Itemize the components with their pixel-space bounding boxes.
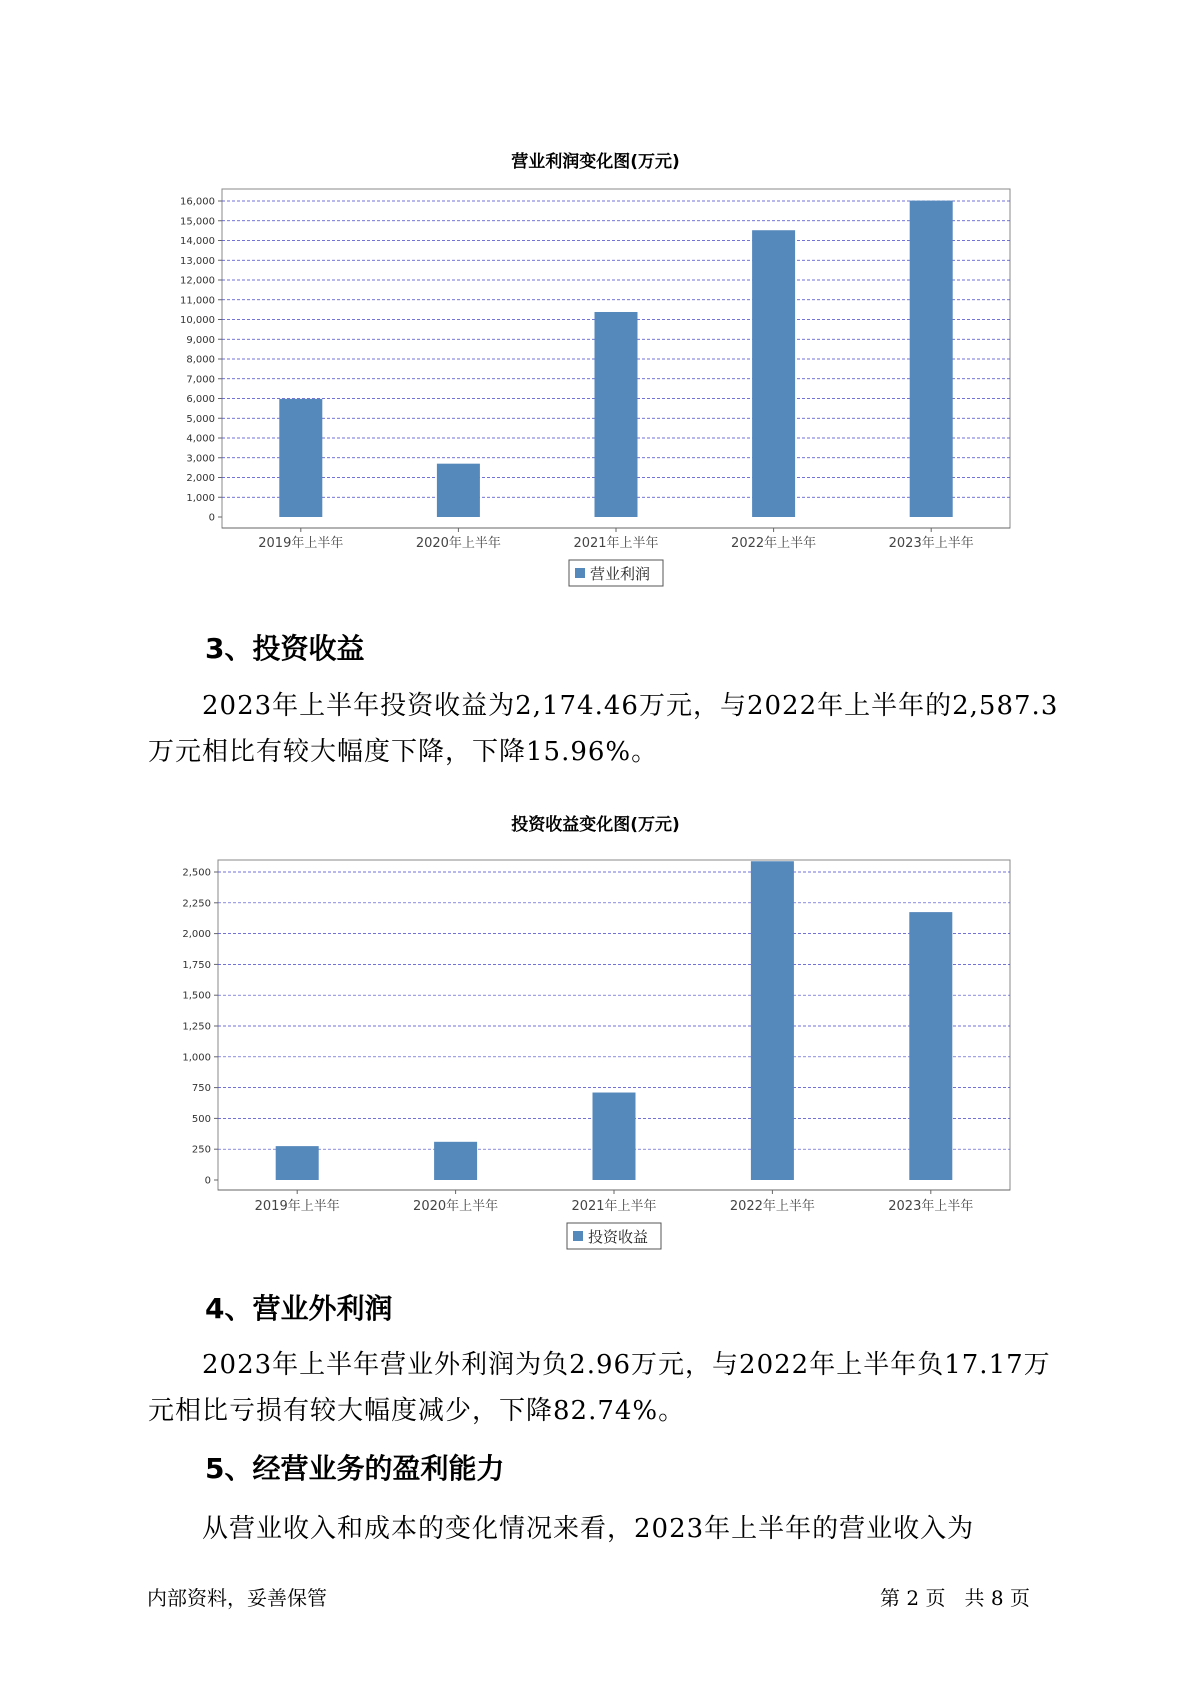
y-tick-label: 3,000 [186, 453, 215, 465]
paragraph-profitability: 从营业收入和成本的变化情况来看，2023年上半年的营业收入为 [202, 1514, 975, 1544]
y-tick-label: 11,000 [180, 295, 215, 307]
y-tick-label: 250 [191, 1144, 211, 1156]
bar [752, 230, 795, 517]
y-tick-label: 15,000 [180, 216, 215, 228]
legend-swatch [575, 568, 585, 578]
section-heading-non-operating-profit: 4、营业外利润 [205, 1292, 393, 1325]
section-heading-profitability: 5、经营业务的盈利能力 [205, 1452, 505, 1485]
chart-title-investment-income: 投资收益变化图(万元) [511, 815, 680, 835]
y-tick-label: 2,000 [186, 473, 215, 484]
x-tick-label: 2020年上半年 [415, 536, 501, 551]
x-tick-label: 2021年上半年 [571, 1199, 657, 1214]
x-tick-label: 2022年上半年 [729, 1199, 815, 1214]
y-tick-label: 14,000 [180, 236, 215, 247]
y-tick-label: 13,000 [180, 255, 215, 267]
section-heading-investment-income: 3、投资收益 [205, 632, 365, 665]
y-tick-label: 8,000 [186, 354, 215, 366]
x-tick-label: 2022年上半年 [731, 536, 817, 551]
y-tick-label: 1,000 [186, 492, 215, 504]
footer-page-number: 第 2 页 共 8 页 [880, 1586, 1030, 1610]
x-tick-label: 2023年上半年 [888, 1199, 974, 1214]
y-tick-label: 16,000 [180, 196, 215, 208]
bar [279, 399, 322, 517]
y-tick-label: 1,000 [182, 1052, 211, 1064]
chart-title-operating-profit: 营业利润变化图(万元) [511, 152, 680, 172]
bar [909, 912, 952, 1180]
x-tick-label: 2020年上半年 [413, 1199, 499, 1214]
y-tick-label: 1,500 [182, 990, 211, 1002]
y-tick-label: 0 [208, 512, 215, 524]
investment-income-bar-chart [0, 834, 1191, 1254]
operating-profit-bar-chart [0, 170, 1191, 590]
legend-label: 投资收益 [588, 1228, 649, 1246]
y-tick-label: 1,250 [182, 1021, 211, 1033]
x-tick-label: 2023年上半年 [888, 536, 974, 551]
paragraph-investment-income: 2023年上半年投资收益为2,174.46万元，与2022年上半年的2,587.3万元相比有较大幅度下降，下降15.96%。 [148, 691, 1059, 767]
y-tick-label: 9,000 [186, 334, 215, 346]
bar [910, 201, 953, 517]
footer-confidential-note: 内部资料，妥善保管 [147, 1586, 327, 1610]
y-tick-label: 500 [191, 1113, 211, 1125]
bar [276, 1146, 319, 1180]
y-tick-label: 5,000 [186, 413, 215, 425]
paragraph-non-operating-profit: 2023年上半年营业外利润为负2.96万元，与2022年上半年负17.17万元相比亏损有较大幅度减少，下降82.74%。 [148, 1350, 1051, 1426]
y-tick-label: 4,000 [186, 433, 215, 445]
y-tick-label: 0 [204, 1175, 211, 1187]
x-tick-label: 2019年上半年 [258, 536, 344, 551]
x-tick-label: 2021年上半年 [573, 536, 659, 551]
legend-swatch [573, 1231, 583, 1241]
y-tick-label: 10,000 [180, 315, 215, 326]
y-tick-label: 750 [191, 1083, 211, 1095]
bar [593, 1093, 636, 1180]
bar [437, 464, 480, 517]
y-tick-label: 2,500 [182, 867, 211, 879]
y-tick-label: 1,750 [182, 959, 211, 971]
bar [595, 312, 638, 517]
bar [434, 1142, 477, 1180]
y-tick-label: 2,000 [182, 929, 211, 941]
y-tick-label: 2,250 [182, 898, 211, 910]
bar [751, 861, 794, 1180]
y-tick-label: 6,000 [186, 394, 215, 405]
legend-label: 营业利润 [590, 565, 651, 583]
x-tick-label: 2019年上半年 [254, 1199, 340, 1214]
y-tick-label: 12,000 [180, 275, 215, 287]
y-tick-label: 7,000 [186, 374, 215, 386]
